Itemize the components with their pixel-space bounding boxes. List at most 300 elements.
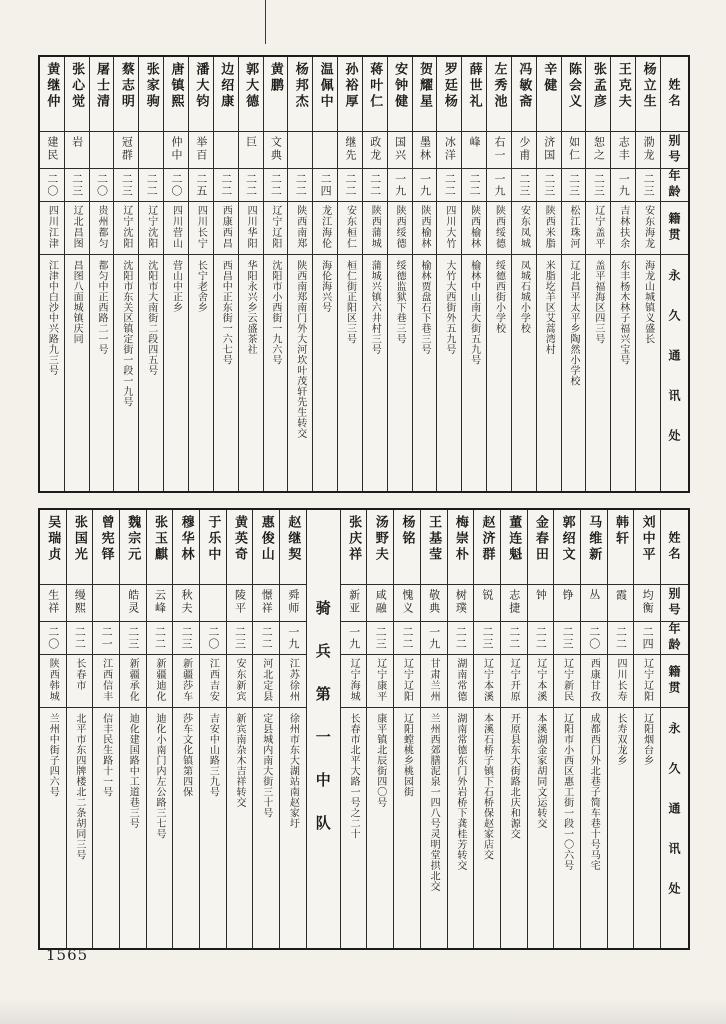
name-cell-text: 刘中平 (639, 515, 655, 563)
native-cell-text: 辽宁辽阳 (641, 658, 653, 702)
native-cell-text: 辽宁新民 (561, 658, 573, 702)
person-column (172, 510, 199, 948)
age-cell-text: 二二 (153, 626, 167, 650)
person-column (188, 57, 213, 491)
person-column (40, 510, 66, 948)
alias-cell-text: 如仁 (567, 136, 581, 162)
address-cell (90, 255, 114, 491)
person-column (486, 57, 511, 491)
age-cell-text: 二二 (614, 626, 628, 650)
alias-cell-text: 咸融 (374, 589, 388, 615)
native-cell (239, 202, 263, 255)
age-cell (239, 169, 263, 202)
age-cell (394, 622, 420, 655)
address-cell (280, 708, 306, 948)
alias-cell (164, 132, 188, 169)
person-column (461, 57, 486, 491)
scan-shadow (0, 998, 726, 1024)
native-cell (586, 202, 610, 255)
address-cell (227, 708, 253, 948)
age-cell-text: 二二 (260, 626, 274, 650)
native-cell-text: 陕西韩城 (47, 658, 59, 702)
age-cell (227, 622, 253, 655)
address-cell (448, 708, 474, 948)
age-cell-text: 二〇 (170, 173, 184, 197)
age-cell-text: 二〇 (95, 173, 109, 197)
native-cell (437, 202, 461, 255)
name-cell-text: 张孟彦 (590, 62, 606, 110)
name-cell-text: 冯敏斋 (516, 62, 532, 110)
address-cell-text: 西昌中正东街一六七号 (220, 260, 232, 365)
alias-cell (114, 132, 138, 169)
header-column-top (660, 57, 688, 491)
address-cell (288, 255, 312, 491)
age-cell-text: 二三 (126, 626, 140, 650)
native-cell (65, 202, 89, 255)
name-cell-text: 蒋叶仁 (367, 62, 383, 110)
age-cell-text: 二〇 (45, 173, 59, 197)
address-cell (474, 708, 500, 948)
age-cell-text: 二二 (454, 626, 468, 650)
address-cell (313, 255, 337, 491)
alias-cell (40, 132, 64, 169)
address-cell-text: 沈阳市小西街一九六号 (269, 260, 281, 365)
alias-cell-text: 泐龙 (642, 136, 656, 162)
name-cell-text: 王基莹 (426, 515, 442, 563)
age-cell (388, 169, 412, 202)
alias-cell-text: 政龙 (368, 136, 382, 162)
address-cell (562, 255, 586, 491)
alias-cell-text: 济国 (542, 136, 556, 162)
person-column (113, 57, 138, 491)
alias-cell (280, 585, 306, 622)
age-cell-text: 二二 (468, 173, 482, 197)
alias-cell (200, 585, 226, 622)
native-cell-text: 陕西榆林 (468, 205, 480, 249)
native-cell (537, 202, 561, 255)
person-column (92, 510, 119, 948)
name-cell (474, 510, 500, 585)
age-cell-text: 二二 (73, 626, 87, 650)
age-cell-text: 二〇 (206, 626, 220, 650)
address-cell-text: 本溪石桥子镇下石桥保赵家店交 (481, 713, 493, 860)
name-cell (114, 57, 138, 132)
alias-cell (421, 585, 447, 622)
alias-cell (487, 132, 511, 169)
address-cell-text: 莎车文化镇第四保 (180, 713, 192, 797)
page-number: 1565 (46, 946, 89, 964)
alias-cell-text: 国兴 (393, 136, 407, 162)
alias-cell-text: 恕之 (592, 136, 606, 162)
age-cell (413, 169, 437, 202)
age-cell-text: 二三 (561, 626, 575, 650)
address-cell (253, 708, 279, 948)
age-cell-text: 一九 (347, 626, 361, 650)
address-cell-text: 东丰杨木林子福兴宝号 (617, 260, 629, 365)
native-cell (93, 655, 119, 708)
address-cell (164, 255, 188, 491)
age-cell (581, 622, 607, 655)
address-cell-text: 陕西南郑南门外大河坎叶茂轩先生转交 (294, 260, 306, 439)
address-cell-text: 本溪湖金家胡同文运转交 (534, 713, 546, 829)
person-column (226, 510, 253, 948)
native-cell-text: 江西信丰 (100, 658, 112, 702)
alias-cell-text: 岩 (70, 136, 84, 149)
age-cell-text: 一九 (286, 626, 300, 650)
alias-cell-text: 霞 (614, 589, 628, 602)
address-cell (367, 708, 393, 948)
address-cell-text: 桓仁街正阳区三号 (344, 260, 356, 344)
name-cell-text: 郭大德 (243, 62, 259, 110)
alias-cell (363, 132, 387, 169)
native-cell (367, 655, 393, 708)
name-cell (189, 57, 213, 132)
address-cell (114, 255, 138, 491)
address-cell-text: 康平镇北辰街四〇号 (374, 713, 386, 808)
address-cell (40, 708, 66, 948)
native-cell-text: 松江珠河 (568, 205, 580, 249)
name-cell-text: 黄鹏 (267, 62, 283, 94)
address-cell (487, 255, 511, 491)
age-cell-text: 一九 (393, 173, 407, 197)
address-cell-text: 绥德西街小学校 (493, 260, 505, 334)
address-cell (264, 255, 288, 491)
address-cell-text: 定县城内南大街三十号 (260, 713, 272, 818)
person-column (337, 57, 362, 491)
age-cell (338, 169, 362, 202)
address-cell-text: 海伦海兴号 (319, 260, 331, 313)
alias-cell-text: 敬典 (427, 589, 441, 615)
age-cell (114, 169, 138, 202)
alias-cell (448, 585, 474, 622)
person-column (64, 57, 89, 491)
address-cell-text: 辽阳螳桃乡桃园街 (401, 713, 413, 797)
age-cell-text: 二二 (145, 173, 159, 197)
address-cell-text: 昌图八面城镇庆同 (71, 260, 83, 344)
name-cell (65, 57, 89, 132)
alias-cell (501, 585, 527, 622)
name-cell-text: 杨铭 (399, 515, 415, 547)
native-cell-text: 辽宁辽阳 (401, 658, 413, 702)
alias-cell (147, 585, 173, 622)
age-cell (93, 622, 119, 655)
address-cell (363, 255, 387, 491)
native-cell-text: 西康甘孜 (588, 658, 600, 702)
alias-cell-text: 志丰 (617, 136, 631, 162)
address-cell-text: 成都西门外北巷子简车巷十号马宅 (588, 713, 600, 871)
alias-cell-text: 舜师 (286, 589, 300, 615)
age-cell-text: 二三 (592, 173, 606, 197)
name-cell-text: 边绍康 (218, 62, 234, 110)
age-cell (462, 169, 486, 202)
alias-cell-text: 云峰 (153, 589, 167, 615)
name-cell (562, 57, 586, 132)
alias-cell (264, 132, 288, 169)
native-cell-text: 贵州都匀 (96, 205, 108, 249)
name-cell-text: 潘大钧 (193, 62, 209, 110)
name-cell (413, 57, 437, 132)
address-cell-text: 海龙山城镇义盛长 (642, 260, 654, 344)
address-cell-text: 湖南常德东门外岩桥下龚桂芳转交 (454, 713, 466, 871)
age-cell (280, 622, 306, 655)
native-cell-text: 四川长宁 (195, 205, 207, 249)
age-cell-text: 二三 (542, 173, 556, 197)
address-cell (421, 708, 447, 948)
age-cell (139, 169, 163, 202)
address-cell-text: 华阳永兴乡云盛茶社 (245, 260, 257, 355)
alias-cell-text: 少甫 (517, 136, 531, 162)
name-cell-text: 金春田 (532, 515, 548, 563)
age-cell (65, 169, 89, 202)
name-cell-text: 杨邦杰 (292, 62, 308, 110)
native-cell (189, 202, 213, 255)
age-cell (512, 169, 536, 202)
alias-cell (93, 585, 119, 622)
alias-cell (636, 132, 660, 169)
alias-cell (313, 132, 337, 169)
age-cell-text: 二二 (244, 173, 258, 197)
name-cell (537, 57, 561, 132)
address-cell-text: 江津中白沙中兴路九三号 (46, 260, 58, 376)
address-cell (394, 708, 420, 948)
native-cell (581, 655, 607, 708)
name-cell (147, 510, 173, 585)
age-cell (67, 622, 93, 655)
native-cell (253, 655, 279, 708)
name-cell-text: 董连魁 (506, 515, 522, 563)
alias-cell-text: 树璞 (454, 589, 468, 615)
native-cell (313, 202, 337, 255)
header-alias-label: 别号 (667, 587, 681, 619)
alias-cell-text: 秋夫 (180, 589, 194, 615)
age-cell (487, 169, 511, 202)
age-cell (90, 169, 114, 202)
person-column (66, 510, 93, 948)
address-cell-text: 大竹大西街外五九号 (443, 260, 455, 355)
name-cell (90, 57, 114, 132)
native-cell-text: 四川长寿 (614, 658, 626, 702)
native-cell (40, 202, 64, 255)
address-cell (586, 255, 610, 491)
alias-cell-text: 巨 (244, 136, 258, 149)
alias-cell-text: 仲中 (170, 136, 184, 162)
name-cell-text: 魏宗元 (125, 515, 141, 563)
person-column (436, 57, 461, 491)
native-cell (173, 655, 199, 708)
native-cell-text: 四川华阳 (245, 205, 257, 249)
native-cell-text: 安东凤城 (518, 205, 530, 249)
header-alias-label: 别号 (667, 134, 681, 166)
age-cell (173, 622, 199, 655)
native-cell-text: 陕西南郑 (294, 205, 306, 249)
native-cell-text: 四川大竹 (443, 205, 455, 249)
address-cell-text: 徐州市东大湖站南赵家圩 (287, 713, 299, 829)
name-cell-text: 赵继契 (285, 515, 301, 563)
native-cell-text: 甘肃兰州 (428, 658, 440, 702)
alias-cell (608, 585, 634, 622)
name-cell (512, 57, 536, 132)
native-cell (512, 202, 536, 255)
native-cell (139, 202, 163, 255)
name-cell-text: 张国光 (71, 515, 87, 563)
person-column (412, 57, 437, 491)
name-cell (528, 510, 554, 585)
name-cell (586, 57, 610, 132)
header-cell (661, 132, 688, 169)
name-cell-text: 陈会义 (566, 62, 582, 110)
header-age-label: 年龄 (667, 622, 681, 654)
person-column (610, 57, 635, 491)
native-cell (562, 202, 586, 255)
header-address-label: 永久通讯处 (667, 722, 681, 922)
native-cell-text: 西康西昌 (220, 205, 232, 249)
native-cell (288, 202, 312, 255)
age-cell (474, 622, 500, 655)
native-cell-text: 陕西米脂 (543, 205, 555, 249)
name-cell (338, 57, 362, 132)
person-column (119, 510, 146, 948)
age-cell (288, 169, 312, 202)
native-cell (280, 655, 306, 708)
name-cell-text: 蔡志明 (118, 62, 134, 110)
age-cell (264, 169, 288, 202)
alias-cell (139, 132, 163, 169)
native-cell (501, 655, 527, 708)
native-cell-text: 陕西蒲城 (369, 205, 381, 249)
address-cell (341, 708, 367, 948)
native-cell (341, 655, 367, 708)
age-cell (586, 169, 610, 202)
address-cell (388, 255, 412, 491)
age-cell-text: 二二 (443, 173, 457, 197)
native-cell-text: 辽宁盖平 (592, 205, 604, 249)
alias-cell (611, 132, 635, 169)
alias-cell-text: 憬祥 (260, 589, 274, 615)
name-cell (341, 510, 367, 585)
address-cell-text: 迪化建国路中工道巷三号 (127, 713, 139, 829)
age-cell (147, 622, 173, 655)
name-cell (40, 57, 64, 132)
header-column-bottom (660, 510, 688, 948)
native-cell-text: 江西吉安 (207, 658, 219, 702)
header-cell (661, 510, 688, 585)
native-cell (227, 655, 253, 708)
alias-cell (537, 132, 561, 169)
age-cell (611, 169, 635, 202)
alias-cell-text: 冠群 (120, 136, 134, 162)
native-cell (413, 202, 437, 255)
address-cell-text: 兰州西郊膳泥泉一四八号灵明堂拱北交 (428, 713, 440, 892)
age-cell-text: 二三 (481, 626, 495, 650)
person-column (40, 57, 64, 491)
name-cell-text: 穆华林 (178, 515, 194, 563)
name-cell-text: 吴瑞贞 (45, 515, 61, 563)
age-cell-text: 二〇 (587, 626, 601, 650)
alias-cell (413, 132, 437, 169)
native-cell (487, 202, 511, 255)
alias-cell-text: 举百 (194, 136, 208, 162)
age-cell-text: 二二 (294, 173, 308, 197)
name-cell (388, 57, 412, 132)
address-cell (512, 255, 536, 491)
address-cell (554, 708, 580, 948)
alias-cell-text: 墨林 (418, 136, 432, 162)
native-cell (214, 202, 238, 255)
native-cell (462, 202, 486, 255)
native-cell-text: 辽宁康平 (374, 658, 386, 702)
alias-cell-text: 新亚 (347, 589, 361, 615)
name-cell (634, 510, 660, 585)
header-cell (661, 585, 688, 622)
alias-cell (341, 585, 367, 622)
address-cell-text: 吉安中山路三九号 (207, 713, 219, 797)
person-column (263, 57, 288, 491)
age-cell-text: 一九 (493, 173, 507, 197)
alias-cell (253, 585, 279, 622)
age-cell (608, 622, 634, 655)
age-cell-text: 二二 (534, 626, 548, 650)
name-cell-text: 薛世礼 (466, 62, 482, 110)
age-cell-text: 二二 (343, 173, 357, 197)
age-cell-text: 二三 (374, 626, 388, 650)
header-cell (661, 255, 688, 491)
person-column (213, 57, 238, 491)
alias-cell (562, 132, 586, 169)
address-cell (139, 255, 163, 491)
alias-cell (512, 132, 536, 169)
address-cell (501, 708, 527, 948)
native-cell-text: 吉林扶余 (617, 205, 629, 249)
alias-cell (214, 132, 238, 169)
native-cell-text: 辽宁辽阳 (269, 205, 281, 249)
person-column (138, 57, 163, 491)
address-cell (214, 255, 238, 491)
age-cell (367, 622, 393, 655)
person-column (146, 510, 173, 948)
name-cell-text: 曾宪铎 (98, 515, 114, 563)
address-cell-text: 都匀中正西路二一号 (96, 260, 108, 355)
name-cell (581, 510, 607, 585)
age-cell (448, 622, 474, 655)
age-cell-text: 二二 (368, 173, 382, 197)
alias-cell-text: 均衡 (641, 589, 655, 615)
age-cell-text: 一九 (617, 173, 631, 197)
address-cell-text: 榆林中山南大街五九号 (468, 260, 480, 365)
age-cell-text: 一九 (427, 626, 441, 650)
address-cell-text: 开原县东大街路北庆和源交 (508, 713, 520, 839)
age-cell-text: 二三 (70, 173, 84, 197)
native-cell (363, 202, 387, 255)
name-cell-text: 温佩中 (317, 62, 333, 110)
age-cell (634, 622, 660, 655)
address-cell (40, 255, 64, 491)
native-cell (90, 202, 114, 255)
native-cell-text: 安东新宾 (234, 658, 246, 702)
native-cell-text: 安东桓仁 (344, 205, 356, 249)
native-cell-text: 辽宁本溪 (534, 658, 546, 702)
age-cell-text: 二一 (100, 626, 114, 650)
header-cell (661, 708, 688, 948)
name-cell (554, 510, 580, 585)
address-cell (413, 255, 437, 491)
address-cell (173, 708, 199, 948)
fold-mark (265, 0, 266, 44)
native-cell (388, 202, 412, 255)
name-cell (239, 57, 263, 132)
age-cell (200, 622, 226, 655)
roster-table-bottom (38, 508, 690, 950)
header-cell (661, 655, 688, 708)
